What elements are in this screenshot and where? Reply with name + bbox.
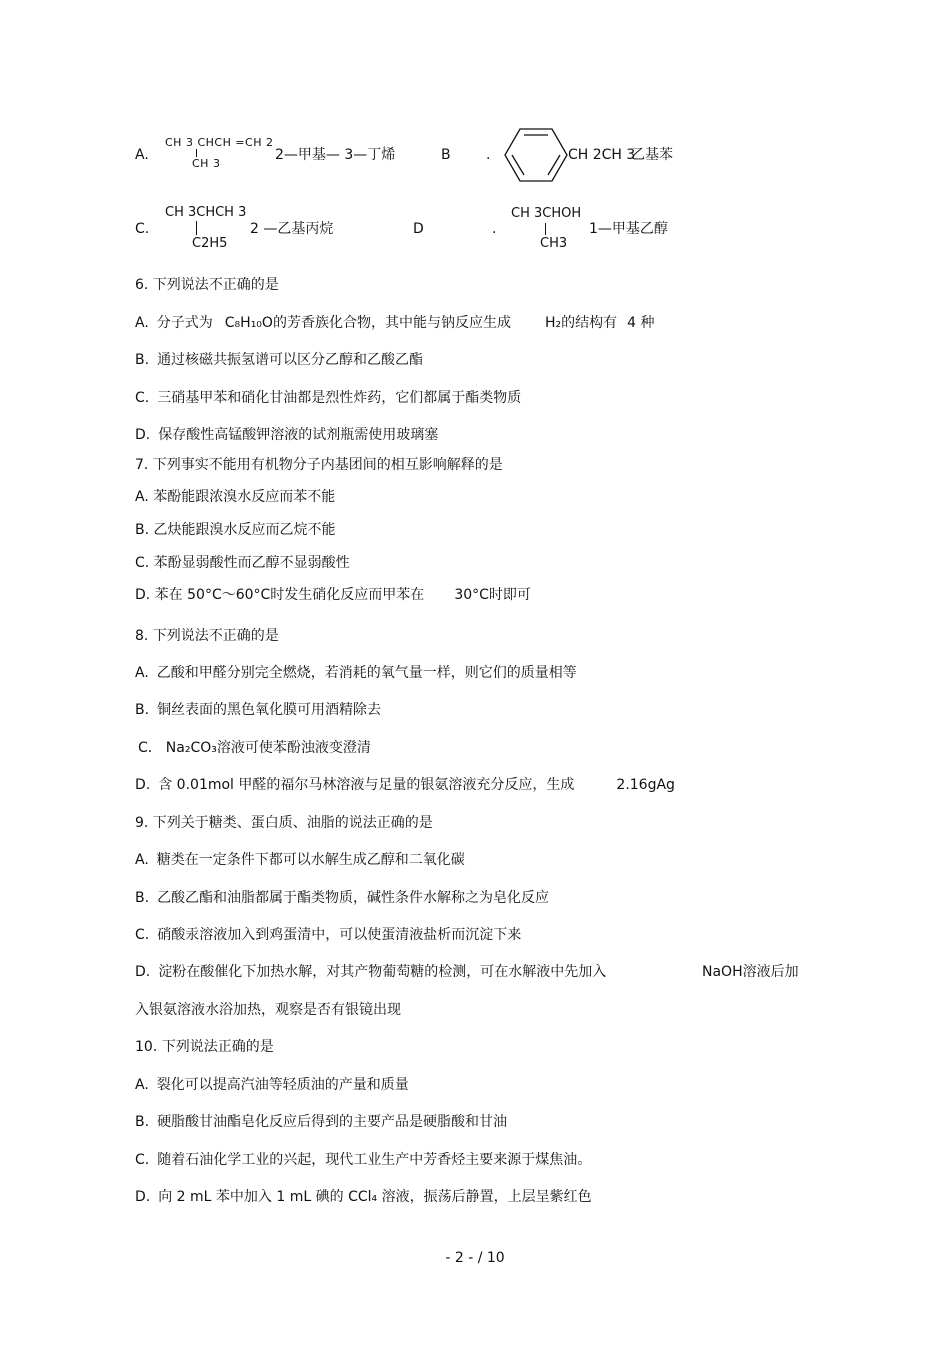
q10-option-c — [135, 1151, 591, 1169]
option-label: A. — [135, 315, 149, 331]
option-label: B. — [135, 890, 150, 906]
option-label: D. — [135, 1189, 151, 1205]
q8-option-c — [138, 739, 371, 757]
option-text: 30°C时即可 — [454, 587, 531, 603]
question-6-stem: 6. 下列说法不正确的是 — [135, 277, 279, 293]
compound-name: 1—甲基乙醇 — [589, 221, 668, 237]
q8-option-d — [135, 776, 675, 794]
option-text: 铜丝表面的黑色氧化膜可用酒精除去 — [157, 702, 382, 718]
q7-option-c: C. 苯酚显弱酸性而乙醇不显弱酸性 — [135, 555, 350, 571]
branch-bond — [545, 223, 546, 235]
q8-option-a — [135, 664, 577, 682]
q6-option-d — [135, 426, 438, 444]
question-10-stem: 10. 下列说法正确的是 — [135, 1039, 274, 1055]
q9-option-d — [135, 963, 606, 981]
option-label: D. — [135, 427, 151, 443]
benzene-ring-icon — [503, 127, 569, 183]
option-label: B — [441, 147, 451, 163]
q7-option-d — [135, 586, 531, 604]
formula: C₈H₁₀O — [224, 315, 273, 331]
branch-bond — [196, 149, 197, 157]
option-label: D. — [135, 777, 151, 793]
option-text: 乙酸和甲醛分别完全燃烧，若消耗的氧气量一样，则它们的质量相等 — [156, 665, 577, 681]
option-text: 通过核磁共振氢谱可以区分乙醇和乙酸乙酯 — [157, 352, 424, 368]
q10-option-a — [135, 1076, 409, 1094]
option-text: D. 苯在 50°C～60°C时发生硝化反应而甲苯在 — [135, 587, 425, 603]
option-text: 的结构有 — [561, 315, 618, 331]
option-text: 含 0.01mol 甲醛的福尔马林溶液与足量的银氨溶液充分反应，生成 — [158, 777, 575, 793]
formula-branch: CH3 — [540, 236, 568, 251]
separator-dot: . — [486, 147, 491, 163]
q7-option-a: A. 苯酚能跟浓溴水反应而苯不能 — [135, 489, 336, 505]
option-label: A. — [135, 852, 149, 868]
q6-option-b — [135, 351, 423, 369]
formula-main-chain: CH 3CHCH 3 — [165, 205, 247, 220]
option-label: B. — [135, 352, 150, 368]
compound-name: 2—甲基— 3—丁烯 — [275, 147, 396, 163]
option-text: 保存酸性高锰酸钾溶液的试剂瓶需使用玻璃塞 — [158, 427, 439, 443]
q6-option-c — [135, 389, 521, 407]
q8-option-b — [135, 701, 381, 719]
option-text: 淀粉在酸催化下加热水解，对其产物葡萄糖的检测，可在水解液中先加入 — [158, 964, 607, 980]
option-text: 糖类在一定条件下都可以水解生成乙醇和二氧化碳 — [156, 852, 465, 868]
option-label: A. — [135, 665, 149, 681]
formula-branch: CH 3 — [192, 157, 221, 170]
formula-branch: C2H5 — [192, 236, 228, 251]
option-text: 向 2 mL 苯中加入 1 mL 碘的 CCl₄ 溶液，振荡后静置，上层呈紫红色 — [158, 1189, 592, 1205]
option-text-continued: NaOH溶液后加 — [702, 964, 799, 980]
option-label: B. — [135, 1114, 150, 1130]
option-label: A. — [135, 1077, 149, 1093]
option-text: 2.16gAg — [616, 777, 675, 793]
option-text-wrap: 入银氨溶液水浴加热，观察是否有银镜出现 — [135, 1002, 401, 1018]
option-label: A. — [135, 147, 149, 163]
option-text: 三硝基甲苯和硝化甘油都是烈性炸药，它们都属于酯类物质 — [157, 390, 522, 406]
option-label: C. — [135, 221, 150, 237]
option-text: 的芳香族化合物，其中能与钠反应生成 — [272, 315, 511, 331]
option-text: 硝酸汞溶液加入到鸡蛋清中，可以使蛋清液盐析而沉淀下来 — [157, 927, 522, 943]
branch-bond — [196, 221, 197, 235]
question-7-stem: 7. 下列事实不能用有机物分子内基团间的相互影响解释的是 — [135, 457, 503, 473]
option-label: C. — [135, 927, 150, 943]
q10-option-b — [135, 1113, 507, 1131]
option-label: C. — [135, 390, 150, 406]
option-text: 乙酸乙酯和油脂都属于酯类物质，碱性条件水解称之为皂化反应 — [157, 890, 550, 906]
option-label: C. — [135, 1152, 150, 1168]
formula-main-chain: CH 3 CHCH =CH 2 — [165, 136, 274, 149]
option-text: 裂化可以提高汽油等轻质油的产量和质量 — [156, 1077, 409, 1093]
option-text: 随着石油化学工业的兴起，现代工业生产中芳香烃主要来源于煤焦油。 — [157, 1152, 592, 1168]
page-number: - 2 - / 10 — [445, 1250, 505, 1266]
formula: H₂ — [544, 315, 562, 331]
compound-name: 2 —乙基丙烷 — [250, 221, 334, 237]
q9-option-a — [135, 851, 465, 869]
option-label: D. — [135, 964, 151, 980]
option-label: B. — [135, 702, 150, 718]
separator-dot: . — [492, 221, 497, 237]
q6-option-a — [135, 314, 654, 332]
question-9-stem: 9. 下列关于糖类、蛋白质、油脂的说法正确的是 — [135, 815, 433, 831]
q10-option-d — [135, 1188, 592, 1206]
q7-option-b: B. 乙炔能跟溴水反应而乙烷不能 — [135, 522, 336, 538]
option-text: Na₂CO₃溶液可使苯酚浊液变澄清 — [165, 740, 371, 756]
option-text: 分子式为 — [156, 315, 213, 331]
option-text: 4 种 — [627, 315, 655, 331]
q9-option-b — [135, 889, 549, 907]
option-label: D — [413, 221, 424, 237]
q9-option-c — [135, 926, 521, 944]
compound-name: 乙基苯 — [631, 147, 673, 163]
substituent-formula: CH 2CH 3 — [568, 147, 636, 163]
question-8-stem: 8. 下列说法不正确的是 — [135, 628, 279, 644]
option-text: 硬脂酸甘油酯皂化反应后得到的主要产品是硬脂酸和甘油 — [157, 1114, 508, 1130]
formula-main-chain: CH 3CHOH — [511, 206, 582, 221]
option-label: C． — [138, 740, 162, 756]
